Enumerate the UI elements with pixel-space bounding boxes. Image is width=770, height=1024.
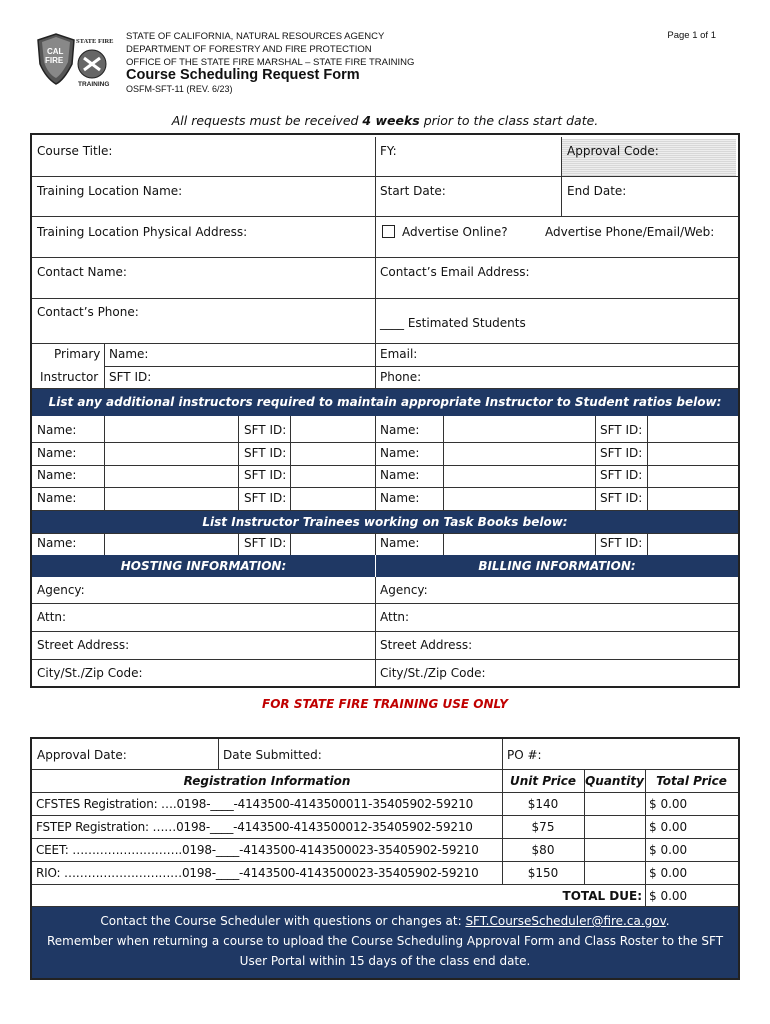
physical-address-label[interactable]: Training Location Physical Address: [37,225,248,239]
instructor-sft-id-label[interactable]: SFT ID: [600,468,643,482]
advertise-online-label: Advertise Online? [402,225,508,239]
form-code: OSFM-SFT-11 (REV. 6/23) [126,84,233,94]
instructor-name-label[interactable]: Name: [380,491,420,505]
registration-row-label: CEET: ……………………….0198-____-4143500-4143500023-35405902-59210 [36,843,479,857]
advertise-contact-label[interactable]: Advertise Phone/Email/Web: [545,225,715,239]
hosting-attn-label[interactable]: Attn: [37,610,67,624]
additional-instructors-bar: List any additional instructors required to maintain appropriate Instructor to Student ratios below: [32,389,738,416]
registration-row-label: CFSTES Registration: ….0198-____-4143500-4143500011-35405902-59210 [36,797,474,811]
quantity-header: Quantity [585,774,644,788]
svg-text:CAL: CAL [47,47,64,56]
po-number-label[interactable]: PO #: [507,748,542,762]
notice-pre: All requests must be received [171,113,363,128]
hosting-bar: HOSTING INFORMATION: [32,555,375,577]
quantity-input[interactable] [584,866,645,882]
instructor-sft-id-label[interactable]: SFT ID: [244,446,287,460]
instructor-sft-id-label[interactable]: SFT ID: [244,468,287,482]
hosting-street-label[interactable]: Street Address: [37,638,130,652]
total-due-label: TOTAL DUE: [562,889,642,903]
course-title-label[interactable]: Course Title: [37,144,113,158]
trainee-name-label[interactable]: Name: [37,536,77,550]
unit-price: $75 [531,820,555,834]
scheduler-email-link[interactable]: SFT.CourseScheduler@fire.ca.gov [465,914,666,928]
agency-line: STATE OF CALIFORNIA, NATURAL RESOURCES AGENCY [126,31,385,42]
cal-fire-logo [34,30,114,88]
agency-block [126,30,414,69]
instructor-name-label[interactable]: Name: [37,491,77,505]
department-line: DEPARTMENT OF FORESTRY AND FIRE PROTECTION [126,44,372,55]
trainee-sft-id-label[interactable]: SFT ID: [600,536,643,550]
contact-footer [32,907,738,978]
deadline-notice [0,113,770,128]
billing-attn-label[interactable]: Attn: [380,610,410,624]
contact-pre: Contact the Course Scheduler with questions or changes at: [100,914,466,928]
office-line: OFFICE OF THE STATE FIRE MARSHAL – STATE FIRE TRAINING [126,57,415,68]
primary-phone-label[interactable]: Phone: [380,370,422,384]
sft-use-only-heading: FOR STATE FIRE TRAINING USE ONLY [262,697,508,711]
contact-line [32,911,738,931]
registration-row-label: RIO: …………………………0198-____-4143500-4143500023-35405902-59210 [36,866,479,880]
unit-price: $80 [531,843,555,857]
start-date-label[interactable]: Start Date: [380,184,446,198]
end-date-label[interactable]: End Date: [567,184,627,198]
unit-price-header: Unit Price [509,774,577,788]
notice-bold: 4 weeks [362,113,420,128]
billing-street-label[interactable]: Street Address: [380,638,473,652]
registration-info-header: Registration Information [183,774,351,788]
total-due-value: $ 0.00 [649,889,688,903]
page-number: Page 1 of 1 [667,30,716,41]
approval-date-label[interactable]: Approval Date: [37,748,127,762]
trainee-name-label[interactable]: Name: [380,536,420,550]
notice-post: prior to the class start date. [419,113,599,128]
form-title: Course Scheduling Request Form [126,67,360,83]
svg-text:TRAINING: TRAINING [78,81,110,88]
billing-agency-label[interactable]: Agency: [380,583,428,597]
advertise-online-checkbox[interactable] [382,225,395,238]
estimated-students-label[interactable]: ____ Estimated Students [380,316,526,330]
contact-name-label[interactable]: Contact Name: [37,265,127,279]
quantity-input[interactable] [584,820,645,836]
trainee-sft-id-label[interactable]: SFT ID: [244,536,287,550]
trainees-bar: List Instructor Trainees working on Task Books below: [32,511,738,533]
approval-code-label[interactable]: Approval Code: [567,144,659,158]
instructor-name-label[interactable]: Name: [380,468,420,482]
instructor-sft-id-label[interactable]: SFT ID: [244,423,287,437]
instructor-name-label[interactable]: Name: [37,446,77,460]
unit-price: $140 [527,797,559,811]
date-submitted-label[interactable]: Date Submitted: [223,748,322,762]
quantity-input[interactable] [584,797,645,813]
hosting-city-label[interactable]: City/St./Zip Code: [37,666,143,680]
billing-bar: BILLING INFORMATION: [376,555,738,577]
instructor-name-label[interactable]: Name: [37,423,77,437]
svg-text:FIRE: FIRE [45,56,64,65]
total-price-header: Total Price [656,774,727,788]
svg-text:STATE FIRE: STATE FIRE [76,38,114,45]
hosting-agency-label[interactable]: Agency: [37,583,85,597]
return-reminder: Remember when returning a course to upload the Course Scheduling Approval Form and Class Roster to the SFT User Portal within 15 days of the class end date. [46,934,724,968]
training-location-name-label[interactable]: Training Location Name: [37,184,183,198]
registration-row-label: FSTEP Registration: ……0198-____-4143500-4143500012-35405902-59210 [36,820,473,834]
contact-post: . [665,914,670,928]
instructor-sft-id-label[interactable]: SFT ID: [244,491,287,505]
total-price: $ 0.00 [649,797,688,811]
total-price: $ 0.00 [649,866,688,880]
unit-price: $150 [527,866,559,880]
instructor-name-label[interactable]: Name: [380,446,420,460]
billing-city-label[interactable]: City/St./Zip Code: [380,666,486,680]
total-price: $ 0.00 [649,820,688,834]
contact-phone-label[interactable]: Contact’s Phone: [37,305,139,319]
total-price: $ 0.00 [649,843,688,857]
instructor-sft-id-label[interactable]: SFT ID: [600,491,643,505]
quantity-input[interactable] [584,843,645,859]
fy-label[interactable]: FY: [380,144,397,158]
instructor-sft-id-label[interactable]: SFT ID: [600,423,643,437]
contact-email-label[interactable]: Contact’s Email Address: [380,265,530,279]
primary-label: Primary [54,347,101,361]
instructor-name-label[interactable]: Name: [380,423,420,437]
primary-sft-id-label[interactable]: SFT ID: [109,370,152,384]
primary-email-label[interactable]: Email: [380,347,418,361]
instructor-sft-id-label[interactable]: SFT ID: [600,446,643,460]
primary-name-label[interactable]: Name: [109,347,149,361]
instructor-name-label[interactable]: Name: [37,468,77,482]
instructor-label: Instructor [40,370,99,384]
